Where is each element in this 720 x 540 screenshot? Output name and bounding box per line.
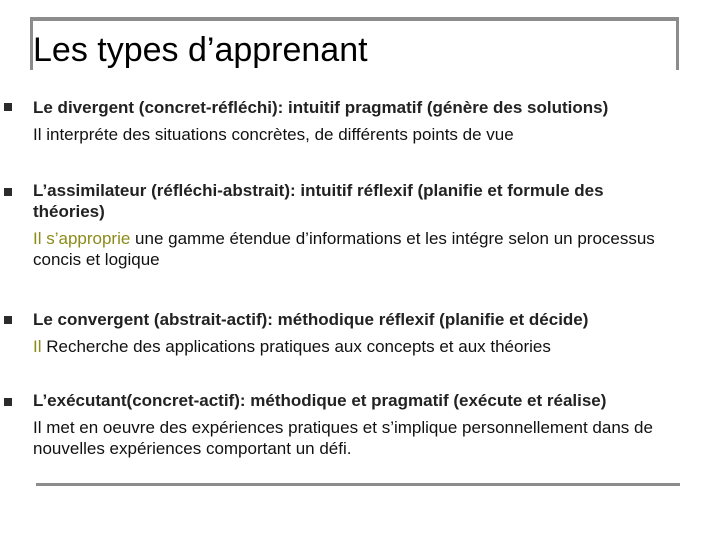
learner-type-heading: Le divergent (concret-réfléchi): intuitif pragmatif (génère des solutions) — [33, 98, 609, 117]
learner-type-heading: L’assimilateur (réfléchi-abstrait): intuitif réflexif (planifie et formule des théories) — [33, 181, 604, 221]
learner-type-convergent — [33, 309, 703, 357]
learner-type-description: Il s’approprie une gamme étendue d’informations et les intégre selon un processus concis et logique — [33, 229, 655, 269]
bottom-divider — [36, 483, 680, 486]
learner-type-heading: Le convergent (abstrait-actif): méthodique réflexif (planifie et décide) — [33, 310, 589, 329]
learner-type-divergent — [33, 97, 703, 145]
learner-type-executant — [33, 390, 703, 459]
learner-type-description: Il interpréte des situations concrètes, de différents points de vue — [33, 125, 514, 144]
learner-type-heading: L’exécutant(concret-actif): méthodique et pragmatif (exécute et réalise) — [33, 391, 607, 410]
learner-type-description: Il met en oeuvre des expériences pratiques et s’implique personnellement dans de nouvelles expériences comportant un défi. — [33, 418, 653, 458]
slide-title: Les types d’apprenant — [33, 31, 368, 69]
description-highlight: Il s’approprie — [33, 229, 131, 248]
learner-type-assimilateur — [33, 180, 673, 270]
bullet-square-icon — [4, 398, 12, 406]
title-frame-right-border — [676, 17, 679, 70]
title-frame-top-border — [30, 17, 679, 21]
bullet-square-icon — [4, 103, 12, 111]
bullet-square-icon — [4, 188, 12, 196]
bullet-square-icon — [4, 316, 12, 324]
description-highlight: Il — [33, 337, 42, 356]
learner-type-description: Il Recherche des applications pratiques aux concepts et aux théories — [33, 337, 551, 356]
